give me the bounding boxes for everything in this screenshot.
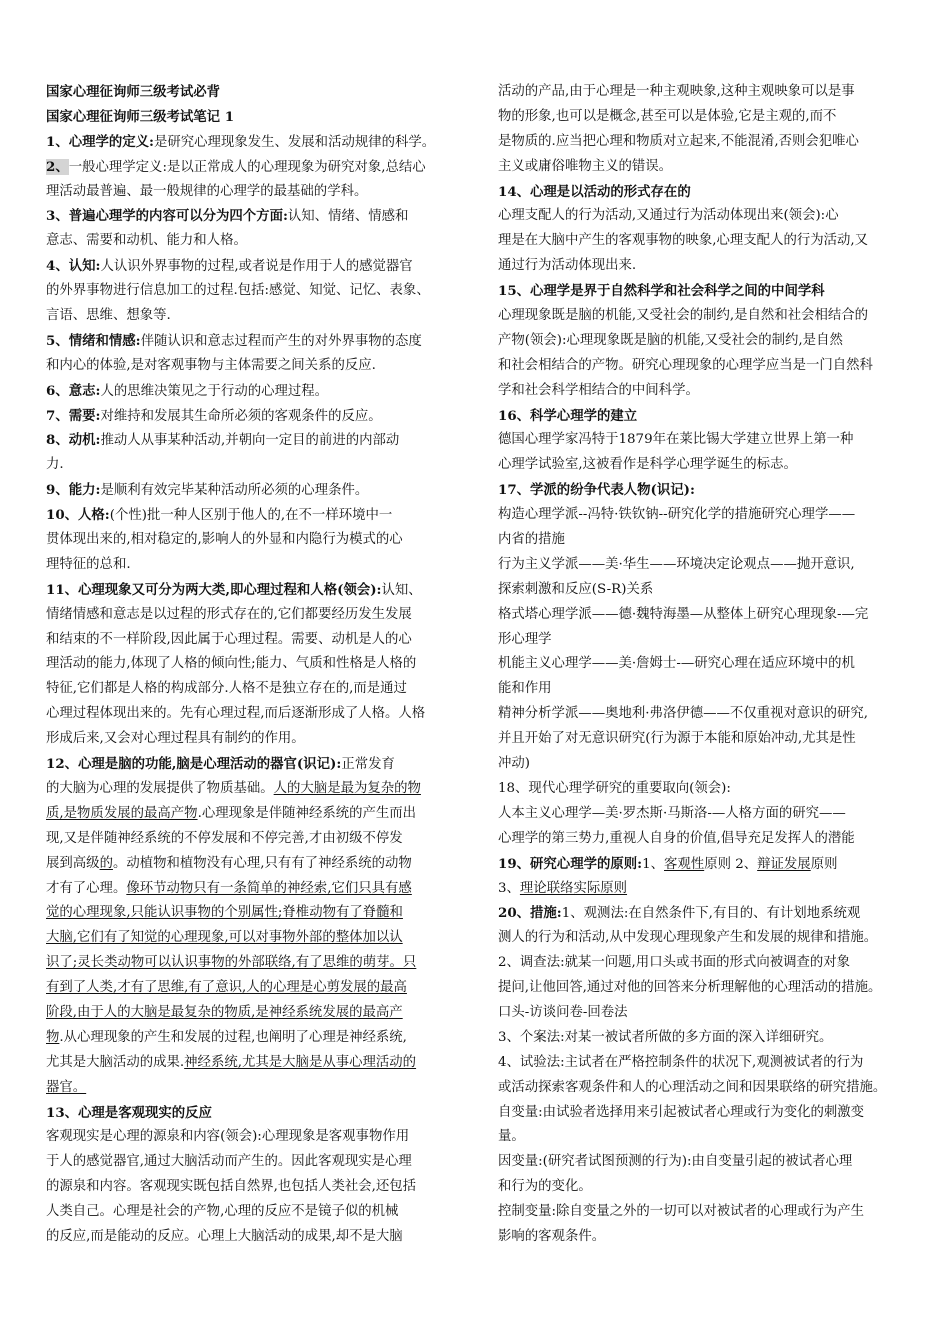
text-line [46, 304, 460, 329]
text-run: 心理现象既是脑的机能,又受社会的制约,是自然和社会相结合的 [498, 308, 869, 324]
text-run: 伴随认识和意志过程而产生的对外界事物的态度 [140, 333, 422, 349]
text-run: 2、调查法:就某一问题,用口头或书面的形式向被调查的对象 [498, 955, 851, 971]
text-run: 行为主义学派——美·华生——环境决定论观点——抛开意识, [498, 556, 855, 572]
text-run: 物的形象,也可以是概念,甚至可以是体验,它是主观的,而不 [498, 108, 837, 124]
text-run: 9、能力: [46, 482, 101, 499]
text-run: 学和社会科学相结合的中间科学。 [498, 382, 699, 398]
text-run: 展到高级 [46, 855, 100, 871]
text-line [46, 130, 460, 155]
text-line [46, 528, 460, 553]
text-line [46, 976, 460, 1001]
text-run: 探索刺激和反应(S-R)关系 [498, 581, 654, 597]
text-run: 4、试验法:主试者在严格控制条件的状况下,观测被试者的行为 [498, 1054, 864, 1070]
text-run: 产物(领会):心理现象既是脑的机能,又受社会的制约,是自然 [498, 332, 843, 348]
text-line [498, 852, 910, 877]
text-line [46, 901, 460, 926]
text-run: 8、动机: [46, 432, 101, 449]
text-run: 心理学的第三势力,重视人自身的价值,倡导充足发挥人的潜能 [498, 830, 855, 846]
text-run: 5、情绪和情感: [46, 332, 141, 349]
text-run: 因变量:(研究者试图预测的行为):由自变量引起的被试者心理 [498, 1154, 853, 1170]
text-run: 精神分析学派——奥地利·弗洛伊德——不仅重视对意识的研究, [498, 706, 869, 722]
text-run: 是顺利有效完毕某种活动所必须的心理条件。 [100, 483, 369, 499]
text-line [46, 628, 460, 653]
text-line [498, 1101, 910, 1126]
text-line [498, 354, 910, 379]
text-line [498, 752, 910, 777]
underlined-text: 物 [46, 1029, 60, 1045]
text-run: 提问,让他回答,通过对他的回答来分析理解他的心理活动的措施。 [498, 980, 882, 996]
text-run: 言语、思维、想象等. [46, 308, 171, 324]
text-line [498, 877, 910, 902]
text-line [46, 204, 460, 229]
text-run: 心理过程体现出来的。先有心理过程,而后逐渐形成了人格。人格 [46, 706, 426, 722]
text-line [46, 155, 460, 180]
text-line [498, 379, 910, 404]
text-line [46, 1001, 460, 1026]
text-run: 6、意志: [46, 382, 101, 399]
text-line [498, 503, 910, 528]
text-run: 活动的产品,由于心理是一种主观映象,这种主观映象可以是事 [498, 84, 855, 99]
text-run: 的外界事物进行信息加工的过程.包括:感觉、知觉、记忆、表象、 [46, 283, 430, 299]
text-run: 2、 [46, 158, 69, 175]
underlined-text: 的 [99, 855, 113, 871]
text-line [498, 777, 910, 802]
text-run: 人的思维决策见之于行动的心理过程。 [100, 383, 329, 399]
text-run: 并且开始了对无意识研究(行为源于本能和原始冲动,尤其是性 [498, 731, 856, 747]
text-line [498, 1150, 910, 1175]
text-line [498, 180, 910, 205]
underlined-text: 像环节动物只有一条简单的神经索,它们只具有感 [126, 880, 412, 896]
underlined-text: 理论联络实际原则 [519, 880, 628, 896]
text-run: 情绪情感和意志是以过程的形式存在的,它们都要经历发生发展 [46, 606, 412, 622]
left-column [46, 80, 460, 1250]
text-line [46, 105, 460, 130]
text-run: 客观现实是心理的源泉和内容(领会):心理现象是客观事物作用 [46, 1129, 410, 1145]
text-line [498, 727, 910, 752]
underlined-text: 有到了人类,才有了思维,有了意识,人的心理是心剪发展的最高 [46, 980, 407, 996]
text-line [498, 702, 910, 727]
text-line [498, 926, 910, 951]
text-run: 心理学试验室,这被看作是科学心理学诞生的标志。 [498, 457, 797, 473]
text-line [46, 877, 460, 902]
text-run: 格式塔心理学派——德·魏特海墨—从整体上研究心理现象-—完 [498, 606, 869, 622]
underlined-text: 识了;灵长类动物可以认识事物的外部联络,有了思维的萌芽。只 [46, 955, 417, 971]
underlined-text: 客观性 [664, 856, 705, 872]
text-line [498, 80, 910, 105]
text-line [498, 155, 910, 180]
text-run: 构造心理学派--冯特·铁钦钠--研究化学的措施研究心理学—— [498, 507, 856, 523]
text-run: 对维持和发展其生命所必须的客观条件的反应。 [100, 408, 382, 424]
text-run: 人类自己。心理是社会的产物,心理的反应不是镜子似的机械 [46, 1204, 399, 1220]
text-line [498, 304, 910, 329]
text-run: 的反应,而是能动的反应。心理上大脑活动的成果,却不是大脑 [46, 1228, 403, 1244]
text-run: 16、科学心理学的建立 [498, 407, 638, 424]
text-run: 20、措施: [498, 905, 562, 922]
text-run: 主义或庸俗唯物主义的错误。 [498, 158, 673, 174]
text-run: 1、观测法:在自然条件下,有目的、有计划地系统观 [561, 906, 861, 922]
text-run: 自变量:由试验者选择用来引起被试者心理或行为变化的刺激变 [498, 1104, 865, 1120]
text-run: 和内心的体验,是对客观事物与主体需要之间关系的反应. [46, 357, 376, 373]
text-line [46, 951, 460, 976]
text-line [46, 453, 460, 478]
text-line [498, 677, 910, 702]
text-run: 影响的客观条件。 [498, 1228, 606, 1244]
text-line [46, 379, 460, 404]
text-line [498, 1051, 910, 1076]
text-line [498, 1225, 910, 1250]
text-run: (个性)批一种人区别于他人的,在不一样环境中一 [109, 508, 393, 524]
text-line [46, 727, 460, 752]
text-run: 国家心理征询师三级考试笔记 1 [46, 108, 235, 125]
underlined-text: 觉的心理现象,只能认识事物的个别属性;脊椎动物有了脊髓和 [46, 905, 403, 921]
underlined-text: 质,是物质发展的最高产物 [46, 805, 198, 821]
text-line [498, 254, 910, 279]
text-line [498, 628, 910, 653]
text-run: 。动植物和植物没有心理,只有有了神经系统的动物 [112, 855, 412, 871]
text-run: 于人的感觉器官,通过大脑活动而产生的。因此客观现实是心理 [46, 1154, 412, 1170]
text-line [46, 229, 460, 254]
text-line [498, 279, 910, 304]
underlined-text: 辩证发展 [757, 856, 811, 872]
text-line [498, 130, 910, 155]
text-line [46, 1125, 460, 1150]
text-line [46, 1225, 460, 1250]
text-run: 3、个案法:对某一被试者所做的多方面的深入详细研究。 [498, 1029, 833, 1045]
text-line [498, 553, 910, 578]
text-run: 理是在大脑中产生的客观事物的映象,心理支配人的行为活动,又 [498, 233, 869, 249]
text-run: 尤其是大脑活动的成果. [46, 1054, 185, 1070]
text-line [46, 1200, 460, 1225]
text-line [46, 80, 460, 105]
text-run: 的源泉和内容。客观现实既包括自然界,也包括人类社会,还包括 [46, 1179, 417, 1195]
text-line [498, 229, 910, 254]
text-run: 原则 2、 [704, 856, 758, 872]
text-line [46, 852, 460, 877]
text-run: 人认识外界事物的过程,或者说是作用于人的感觉器官 [100, 259, 413, 275]
text-run: 11、心理现象又可分为两大类,即心理过程和人格(领会): [46, 581, 382, 598]
text-line [498, 1026, 910, 1051]
text-line [46, 652, 460, 677]
text-line [498, 603, 910, 628]
text-run: 17、学派的纷争代表人物(识记): [498, 482, 695, 499]
text-run: 特征,它们都是人格的构成部分.人格不是独立存在的,而是通过 [46, 681, 407, 697]
text-run: 形成后来,又会对心理过程具有制约的作用。 [46, 731, 305, 747]
text-run: 1、心理学的定义: [46, 133, 154, 150]
text-run: 理活动最普遍、最一般规律的心理学的最基础的学科。 [46, 183, 368, 199]
text-line [46, 702, 460, 727]
text-line [46, 777, 460, 802]
text-run: 贯体现出来的,相对稳定的,影响人的外显和内隐行为模式的心 [46, 532, 403, 548]
text-run: 3、普遍心理学的内容可以分为四个方面: [46, 208, 288, 225]
text-line [498, 951, 910, 976]
text-line [46, 578, 460, 603]
text-run: 推动人从事某种活动,并朝向一定目的前进的内部动 [100, 433, 400, 449]
text-run: 测人的行为和活动,从中发现心理现象产生和发展的规律和措施。 [498, 930, 878, 946]
text-line [498, 478, 910, 503]
text-run: 德国心理学家冯特于1879年在莱比锡大学建立世界上第一种 [498, 432, 854, 448]
text-line [498, 1076, 910, 1101]
text-run: 理特征的总和. [46, 556, 131, 572]
text-run: 量。 [498, 1129, 525, 1145]
text-line [498, 1001, 910, 1026]
text-line [498, 1200, 910, 1225]
text-line [498, 901, 910, 926]
text-line [46, 478, 460, 503]
text-line [498, 976, 910, 1001]
text-line [46, 1076, 460, 1101]
text-run: 和行为的变化。 [498, 1179, 592, 1195]
text-run: .从心理现象的产生和发展的过程,也阐明了心理是神经系统, [59, 1029, 407, 1045]
text-line [498, 105, 910, 130]
text-run: 的大脑为心理的发展提供了物质基础。 [46, 780, 274, 796]
text-line [46, 1175, 460, 1200]
text-run: 才有了心理。 [46, 880, 127, 896]
text-line [46, 428, 460, 453]
text-line [46, 1150, 460, 1175]
text-line [46, 677, 460, 702]
text-line [46, 1026, 460, 1051]
text-run: 14、心理是以活动的形式存在的 [498, 183, 691, 200]
text-run: 通过行为活动体现出来. [498, 258, 637, 274]
text-run: 内省的措施 [498, 532, 565, 548]
text-run: 12、心理是脑的功能,脑是心理活动的器官(识记): [46, 756, 342, 773]
text-run: 4、认知: [46, 258, 101, 275]
text-line [498, 453, 910, 478]
underlined-text: 神经系统,尤其是大脑是从事心理活动的 [184, 1054, 417, 1070]
text-line [46, 553, 460, 578]
text-line [498, 802, 910, 827]
text-line [46, 503, 460, 528]
text-run: 形心理学 [498, 631, 552, 647]
text-line [498, 404, 910, 429]
text-run: 正常发育 [341, 757, 395, 773]
text-run: 3、 [498, 880, 520, 896]
text-run: 力. [46, 457, 64, 473]
underlined-text: 大脑,它们有了知觉的心理现象,可以对事物外部的整体加以认 [46, 930, 403, 946]
text-run: 1、 [642, 856, 665, 872]
text-line [46, 354, 460, 379]
text-run: 15、心理学是界于自然科学和社会科学之间的中间学科 [498, 283, 825, 300]
text-line [46, 1051, 460, 1076]
text-run: 18、现代心理学研究的重要取向(领会): [498, 780, 731, 796]
underlined-text: 阶段,由于人的大脑是最复杂的物质,是神经系统发展的最高产 [46, 1004, 403, 1020]
text-line [498, 578, 910, 603]
text-line [498, 528, 910, 553]
text-line [46, 802, 460, 827]
text-line [498, 204, 910, 229]
text-run: 是研究心理现象发生、发展和活动规律的科学。 [154, 134, 436, 150]
text-run: 控制变量:除自变量之外的一切可以对被试者的心理或行为产生 [498, 1204, 865, 1220]
text-run: 和结束的不一样阶段,因此属于心理过程。需要、动机是人的心 [46, 631, 412, 647]
text-run: 能和作用 [498, 681, 552, 697]
text-run: 口头-访谈问卷-回卷法 [498, 1004, 628, 1020]
text-run: 10、人格: [46, 507, 110, 524]
text-run: 7、需要: [46, 407, 101, 424]
text-line [46, 752, 460, 777]
text-run: 现,又是伴随神经系统的不停发展和不停完善,才由初级不停发 [46, 830, 403, 846]
text-run: 是物质的.应当把心理和物质对立起来,不能混淆,否则会犯唯心 [498, 133, 859, 149]
text-run: 意志、需要和动机、能力和人格。 [46, 233, 247, 249]
text-line [498, 652, 910, 677]
text-run: 冲动) [498, 756, 531, 772]
text-run: 认知、情绪、情感和 [287, 209, 409, 225]
text-run: 认知、 [381, 582, 422, 598]
text-line [46, 254, 460, 279]
underlined-text: 器官。 [46, 1079, 87, 1095]
text-run: 国家心理征询师三级考试必背 [46, 84, 221, 100]
text-run: 一般心理学定义:是以正常成人的心理现象为研究对象,总结心 [68, 159, 426, 175]
text-line [46, 603, 460, 628]
text-run: 或活动探索客观条件和人的心理活动之间和因果联络的研究措施。 [498, 1079, 887, 1095]
text-run: 和社会相结合的产物。研究心理现象的心理学应当是一门自然科 [498, 357, 873, 373]
text-line [46, 329, 460, 354]
text-line [498, 827, 910, 852]
text-run: 理活动的能力,体现了人格的倾向性;能力、气质和性格是人格的 [46, 656, 417, 672]
text-line [46, 1101, 460, 1126]
text-run: 19、研究心理学的原则: [498, 855, 643, 872]
text-run: 原则 [810, 856, 838, 872]
text-run: 人本主义心理学—美·罗杰斯·马斯洛-—人格方面的研究—— [498, 805, 846, 821]
text-line [46, 180, 460, 205]
text-line [46, 404, 460, 429]
underlined-text: 人的大脑是最为复杂的物 [273, 780, 421, 796]
text-line [498, 1175, 910, 1200]
text-line [46, 279, 460, 304]
text-line [46, 926, 460, 951]
text-run: 13、心理是客观现实的反应 [46, 1104, 212, 1121]
text-line [498, 329, 910, 354]
text-run: .心理现象是伴随神经系统的产生而出 [197, 805, 417, 821]
text-line [46, 827, 460, 852]
text-line [498, 428, 910, 453]
right-column [498, 80, 910, 1250]
text-run: 心理支配人的行为活动,又通过行为活动体现出来(领会):心 [498, 208, 839, 224]
text-line [498, 1125, 910, 1150]
text-run: 机能主义心理学——美·詹姆士-—研究心理在适应环境中的机 [498, 656, 855, 672]
